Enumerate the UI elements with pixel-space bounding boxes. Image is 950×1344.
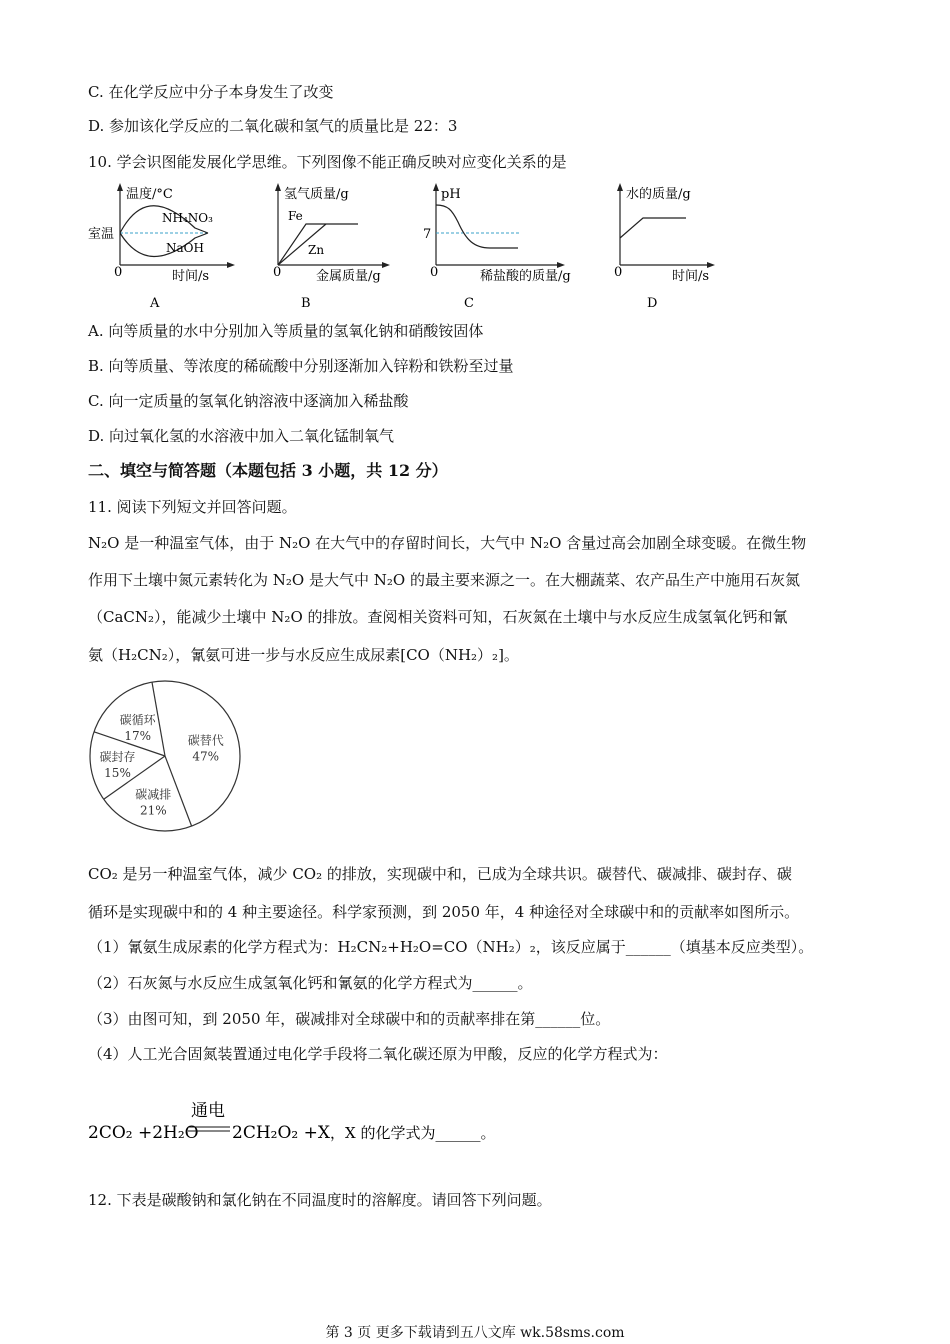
equation-condition: 通电 (191, 1101, 225, 1121)
passage-line-2: 作用下土壤中氮元素转化为 N₂O 是大气中 N₂O 的最主要来源之一。在大棚蔬菜、农产品生产中施用石灰氮 (88, 571, 800, 589)
question-12-stem: 12. 下表是碳酸钠和氯化钠在不同温度时的溶解度。请回答下列问题。 (88, 1191, 552, 1209)
graph-a (88, 183, 235, 311)
page-footer: 第 3 页 更多下载请到五八文库 wk.58sms.com (325, 1325, 625, 1341)
graph-a-ref-label: 室温 (88, 227, 115, 242)
passage-line-6: 循环是实现碳中和的 4 种主要途径。科学家预测，到 2050 年，4 种途径对全球碳中和的贡献率如图所示。 (88, 903, 800, 921)
pie-slice-label: 碳封存 (99, 750, 136, 765)
graph-c-ylabel: pH (441, 187, 461, 202)
graph-d-xlabel: 时间/s (672, 269, 710, 284)
graph-c-ref-label: 7 (423, 227, 432, 242)
graph-b-ylabel: 氢气质量/g (284, 187, 349, 202)
graph-c-xlabel: 稀盐酸的质量/g (480, 269, 571, 284)
passage-line-4: 氨（H₂CN₂），氰氨可进一步与水反应生成尿素[CO（NH₂）₂]。 (88, 646, 519, 664)
pie-slice-label: 碳替代 (187, 733, 224, 748)
passage-line-3: （CaCN₂），能减少土壤中 N₂O 的排放。查阅相关资料可知，石灰氮在土壤中与水反应生成氢氧化钙和氰 (88, 608, 788, 626)
question-11-stem: 11. 阅读下列短文并回答问题。 (88, 498, 297, 516)
question-10-graphs (80, 180, 720, 315)
graph-a-ylabel: 温度/°C (126, 187, 173, 202)
graph-c-caption: C (464, 296, 474, 311)
equation-tail: ，X 的化学式为______。 (330, 1124, 496, 1142)
graph-a-xlabel: 时间/s (172, 269, 210, 284)
equation-left: 2CO₂ +2H₂O (88, 1123, 199, 1143)
equation-right: 2CH₂O₂ +X (232, 1123, 330, 1143)
q10-option-a: A. 向等质量的水中分别加入等质量的氢氧化钠和硝酸铵固体 (88, 322, 484, 340)
q10-option-d: D. 向过氧化氢的水溶液中加入二氧化锰制氧气 (88, 427, 395, 445)
option-d-line: D. 参加该化学反应的二氧化碳和氢气的质量比是 22：3 (88, 117, 458, 135)
graph-c (423, 183, 571, 311)
passage-line-5: CO₂ 是另一种温室气体，减少 CO₂ 的排放，实现碳中和，已成为全球共识。碳替代、碳减排、碳封存、碳 (88, 865, 792, 883)
graph-b-caption: B (301, 296, 311, 311)
sub-question-3: （3）由图可知，到 2050 年，碳减排对全球碳中和的贡献率排在第______位。 (88, 1010, 611, 1028)
question-10-stem: 10. 学会识图能发展化学思维。下列图像不能正确反映对应变化关系的是 (88, 153, 567, 171)
pie-chart (88, 678, 248, 838)
pie-slice-label: 碳循环 (119, 713, 156, 728)
section-heading: 二、填空与简答题（本题包括 3 小题，共 12 分） (88, 461, 448, 480)
graph-a-curve1: NH₄NO₃ (162, 211, 213, 225)
pie-slice-value: 15% (104, 766, 131, 781)
pie-slice-label: 碳减排 (135, 787, 172, 802)
graph-d-caption: D (647, 296, 658, 311)
graph-d-ylabel: 水的质量/g (626, 187, 691, 202)
graph-d (614, 183, 715, 311)
pie-slice-value: 21% (139, 803, 167, 818)
graph-b-xlabel: 金属质量/g (316, 269, 381, 284)
q10-option-b: B. 向等质量、等浓度的稀硫酸中分别逐渐加入锌粉和铁粉至过量 (88, 357, 514, 375)
q10-option-c: C. 向一定质量的氢氧化钠溶液中逐滴加入稀盐酸 (88, 392, 409, 410)
graph-a-origin: 0 (114, 265, 123, 280)
graph-b-curve1: Fe (288, 209, 303, 223)
passage-line-1: N₂O 是一种温室气体，由于 N₂O 在大气中的存留时间长，大气中 N₂O 含量过高会加剧全球变暖。在微生物 (88, 534, 807, 552)
graph-d-origin: 0 (614, 265, 623, 280)
graph-b-origin: 0 (273, 265, 282, 280)
pie-slice-value: 17% (124, 729, 152, 744)
graph-c-origin: 0 (430, 265, 439, 280)
chemical-equation (88, 1100, 908, 1150)
sub-question-1: （1）氰氨生成尿素的化学方程式为：H₂CN₂+H₂O=CO（NH₂）₂，该反应属于______（填基本反应类型）。 (88, 938, 814, 956)
graph-a-curve2: NaOH (166, 241, 204, 255)
pie-slice-value: 47% (192, 749, 220, 764)
sub-question-4: （4）人工光合固氮装置通过电化学手段将二氧化碳还原为甲酸，反应的化学方程式为： (88, 1045, 668, 1063)
sub-question-2: （2）石灰氮与水反应生成氢氧化钙和氰氨的化学方程式为______。 (88, 974, 533, 992)
graph-b-curve2: Zn (308, 243, 325, 257)
graph-b (273, 183, 390, 311)
graph-a-caption: A (150, 296, 160, 311)
option-c-line: C. 在化学反应中分子本身发生了改变 (88, 83, 334, 101)
